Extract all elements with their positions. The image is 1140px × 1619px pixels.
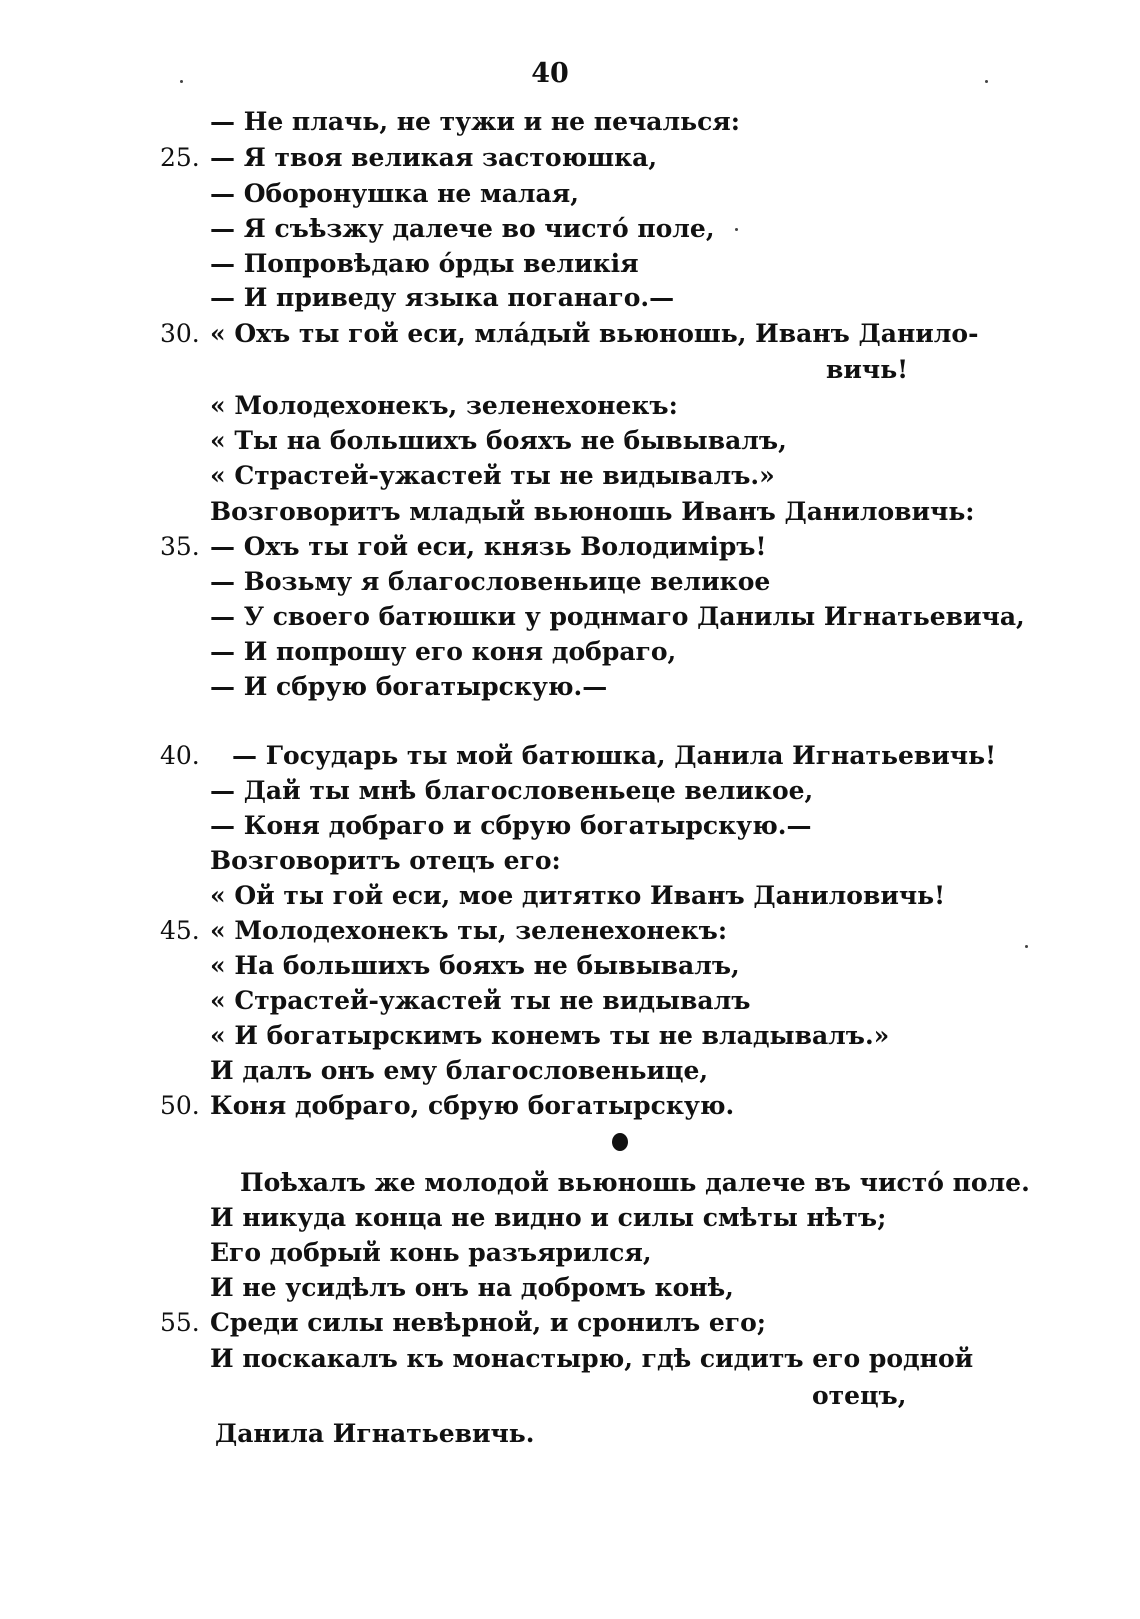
verse-text: Возговоритъ младый вьюношь Иванъ Даниловичь: bbox=[210, 497, 975, 526]
scan-speck bbox=[985, 80, 988, 83]
verse-text: « Молодехонекъ, зеленехонекъ: bbox=[210, 391, 678, 420]
scan-speck bbox=[1025, 945, 1028, 948]
verse-text: Коня добраго, сбрую богатырскую. bbox=[210, 1091, 735, 1120]
verse-text: « Охъ ты гой еси, млáдый вьюношь, Иванъ Данило- bbox=[210, 319, 979, 348]
verse-text: « Ты на большихъ бояхъ не бывывалъ, bbox=[210, 426, 787, 455]
verse-text: « Ой ты гой еси, мое дитятко Иванъ Даниловичь! bbox=[210, 881, 946, 910]
verse-text: Среди силы невѣрной, и сронилъ его; bbox=[210, 1308, 767, 1337]
verse-text: « Страстей-ужастей ты не видывалъ.» bbox=[210, 461, 775, 490]
verse-text: — Государь ты мой батюшка, Данила Игнатьевичь! bbox=[232, 741, 997, 770]
verse-text: И не усидѣлъ онъ на добромъ конѣ, bbox=[210, 1273, 734, 1302]
verse-text: — И попрошу его коня добраго, bbox=[210, 637, 677, 666]
verse-text: « И богатырскимъ конемъ ты не владывалъ.» bbox=[210, 1021, 890, 1050]
scan-speck bbox=[735, 228, 738, 231]
verse-text: — Я твоя великая застоюшка, bbox=[210, 143, 658, 172]
verse-text: И поскакалъ къ монастырю, гдѣ сидитъ его родной bbox=[210, 1344, 974, 1373]
scan-speck bbox=[180, 80, 183, 83]
verse-text: отецъ, bbox=[812, 1381, 907, 1410]
verse-text: — Возьму я благословеньице великое bbox=[210, 567, 771, 596]
verse-text: — Не плачь, не тужи и не печалься: bbox=[210, 107, 740, 136]
verse-text: — Оборонушка не малая, bbox=[210, 179, 579, 208]
line-number: 50. bbox=[160, 1091, 200, 1120]
verse-text: — И приведу языка поганаго.— bbox=[210, 283, 675, 312]
verse-text: Возговоритъ отецъ его: bbox=[210, 846, 561, 875]
verse-text: Поѣхалъ же молодой вьюношь далече въ чистó поле. bbox=[240, 1168, 1030, 1197]
verse-text: Данила Игнатьевичь. bbox=[215, 1419, 535, 1448]
line-number: 55. bbox=[160, 1308, 200, 1337]
verse-text: « Страстей-ужастей ты не видывалъ bbox=[210, 986, 751, 1015]
verse-text: « Молодехонекъ ты, зеленехонекъ: bbox=[210, 916, 728, 945]
line-number: 35. bbox=[160, 532, 200, 561]
verse-text: вичь! bbox=[826, 355, 909, 384]
line-number: 45. bbox=[160, 916, 200, 945]
verse-text: — Охъ ты гой еси, князь Володиміръ! bbox=[210, 532, 767, 561]
verse-text: И далъ онъ ему благословеньице, bbox=[210, 1056, 709, 1085]
line-number: 40. bbox=[160, 741, 200, 770]
verse-text: — И сбрую богатырскую.— bbox=[210, 672, 608, 701]
page-number: 40 bbox=[531, 58, 569, 89]
line-number: 25. bbox=[160, 143, 200, 172]
verse-text: — Коня добраго и сбрую богатырскую.— bbox=[210, 811, 812, 840]
verse-text: — Попровѣдаю óрды великія bbox=[210, 249, 639, 278]
verse-text: И никуда конца не видно и силы смѣты нѣтъ; bbox=[210, 1203, 887, 1232]
verse-text: — У своего батюшки у роднмаго Данилы Игнатьевича, bbox=[210, 602, 1025, 631]
verse-text: « На большихъ бояхъ не бывывалъ, bbox=[210, 951, 740, 980]
verse-text: Его добрый конь разъярился, bbox=[210, 1238, 652, 1267]
verse-text: — Дай ты мнѣ благословеньеце великое, bbox=[210, 776, 814, 805]
line-number: 30. bbox=[160, 319, 200, 348]
section-ornament bbox=[612, 1133, 628, 1151]
verse-text: — Я съѣзжу далече во чистó поле, bbox=[210, 214, 715, 243]
